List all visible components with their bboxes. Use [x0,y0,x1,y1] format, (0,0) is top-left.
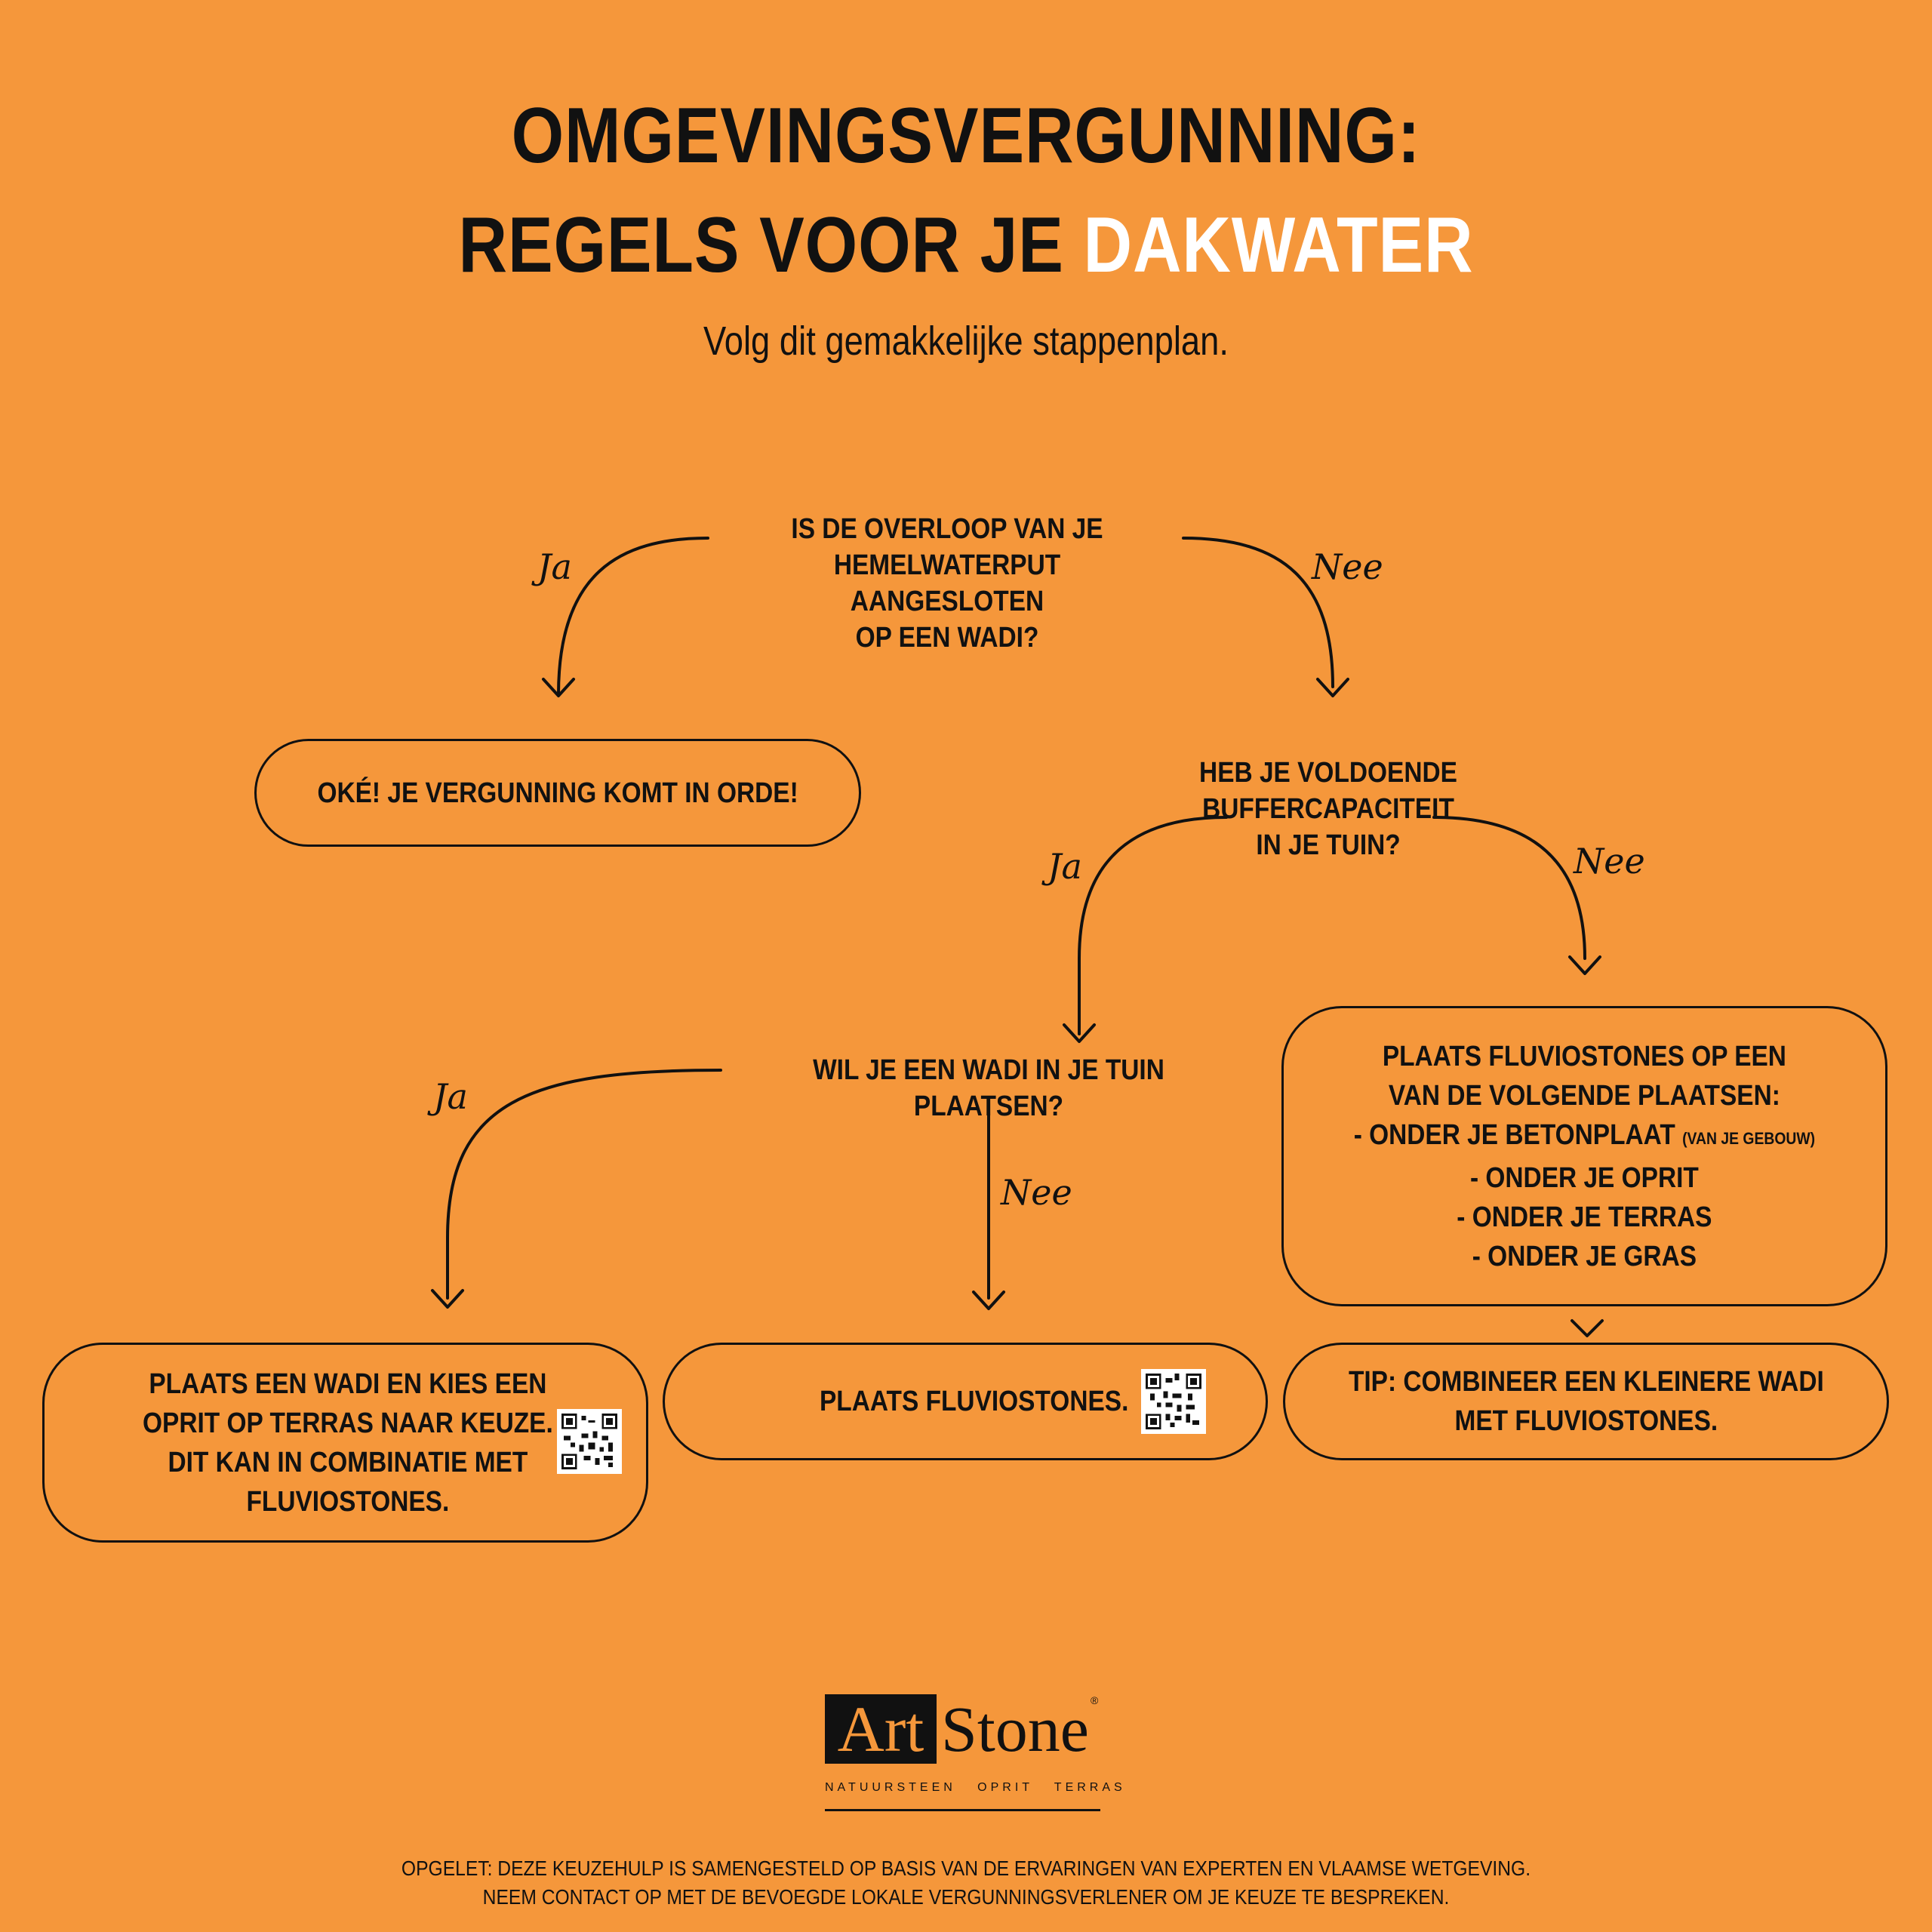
qr-code-icon [1146,1374,1201,1429]
places-item-gras: - ONDER JE GRAS [1472,1240,1697,1272]
places-line1: PLAATS FLUVIOSTONES OP EEN [1382,1040,1787,1072]
result-wadi-line4: FLUVIOSTONES. [246,1485,450,1518]
q3-yes-label: Ja [433,1076,468,1117]
qr-code-fluviostones[interactable] [1141,1369,1206,1434]
q2-line1: HEB JE VOLDOENDE BUFFERCAPACITEIT [1199,757,1457,825]
artstone-logo [825,1693,1126,1815]
logo-stone: Stone [941,1693,1089,1765]
result-tip-line2: MET FLUVIOSTONES. [1454,1405,1718,1437]
question-wadi-plaatsen [756,1052,1221,1124]
q2-no-label: Nee [1574,841,1645,881]
result-wadi-content [143,1364,553,1521]
q1-yes-arrow [558,538,708,694]
question-overloop-wadi [745,511,1150,656]
places-line2: VAN DE VOLGENDE PLAATSEN: [1388,1079,1780,1112]
footer-disclaimer-line1: OPGELET: DEZE KEUZEHULP IS SAMENGESTELD OP BASIS VAN DE ERVARINGEN VAN EXPERTEN EN VLAAMSE WETGEVING. [401,1857,1531,1880]
q2-yes-label: Ja [1048,846,1082,887]
title-prefix: REGELS VOOR JE [458,202,1084,289]
fluviostones-places-box [1281,1006,1887,1306]
result-ok-text: OKÉ! JE VERGUNNING KOMT IN ORDE! [317,777,798,809]
result-wadi-line1: PLAATS EEN WADI EN KIES EEN [149,1367,547,1400]
q1-no-arrow [1183,538,1333,687]
q3-no-label: Nee [1001,1172,1072,1213]
logo-underline [825,1809,1100,1811]
q1-line2: HEMELWATERPUT AANGESLOTEN [833,549,1061,617]
result-wadi-line3: DIT KAN IN COMBINATIE MET [168,1446,528,1478]
result-tip-content [1349,1362,1824,1441]
q3-yes-arrow [448,1070,721,1298]
logo-registered-mark: ® [1091,1694,1099,1706]
result-tip-line1: TIP: COMBINEER EEN KLEINERE WADI [1348,1366,1824,1398]
q2-line2: IN JE TUIN? [1256,829,1401,861]
places-item1: - ONDER JE BETONPLAAT [1353,1118,1675,1151]
page-title-line1: OMGEVINGSVERGUNNING: [511,92,1421,180]
question-buffercapaciteit [1076,755,1581,863]
places-item-oprit: - ONDER JE OPRIT [1470,1161,1699,1194]
places-to-tip-arrowhead [1572,1321,1602,1336]
q1-no-label: Nee [1312,546,1383,587]
places-item-terras: - ONDER JE TERRAS [1457,1201,1712,1233]
places-item1-note: (VAN JE GEBOUW) [1682,1128,1816,1148]
q1-line1: IS DE OVERLOOP VAN JE [791,513,1103,545]
q1-yes-label: Ja [537,546,572,587]
places-item-betonplaat [1354,1115,1815,1158]
qr-code-icon [561,1414,617,1469]
title-highlight: DAKWATER [1083,202,1474,289]
result-wadi-line2: OPRIT OP TERRAS NAAR KEUZE. [143,1407,553,1439]
footer-disclaimer-line2: NEEM CONTACT OP MET DE BEVOEGDE LOKALE VERGUNNINGSVERLENER OM JE KEUZE TE BESPREKEN. [482,1885,1450,1909]
qr-code-wadi[interactable] [557,1409,622,1474]
q3-text: WIL JE EEN WADI IN JE TUIN PLAATSEN? [813,1054,1164,1122]
page-subtitle: Volg dit gemakkelijke stappenplan. [703,318,1229,364]
result-ok-box [254,739,861,847]
logo-art: Art [825,1694,937,1764]
q1-line3: OP EEN WADI? [855,622,1039,654]
result-tip-box [1283,1343,1889,1460]
logo-tagline: NATUURSTEEN OPRIT TERRAS [825,1781,1126,1794]
fluviostones-places-content [1354,1037,1815,1276]
result-fluviostones-text: PLAATS FLUVIOSTONES. [820,1386,1129,1417]
